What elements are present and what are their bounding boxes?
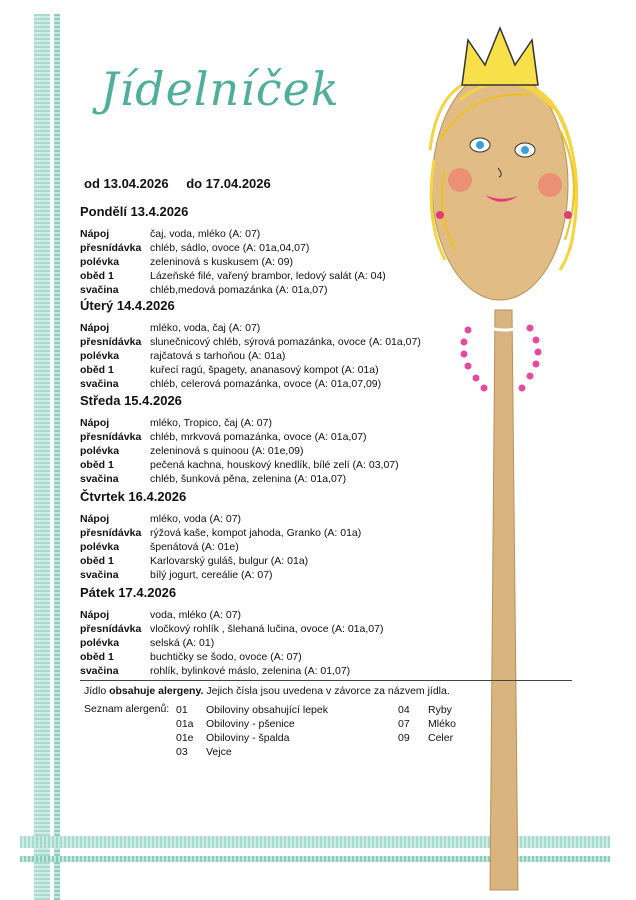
day-title: Pondělí 13.4.2026 [80,204,189,219]
day-title: Úterý 14.4.2026 [80,298,175,313]
menu-row: oběd 1 pečená kachna, houskový knedlík, bílé zelí (A: 03,07) [80,459,399,471]
menu-row: svačina rohlík, bylinkové máslo, zelenina (A: 01,07) [80,665,351,677]
menu-row: polévka špenátová (A: 01e) [80,541,239,553]
menu-row: přesnídávka chléb, mrkvová pomazánka, ovoce (A: 01a,07) [80,431,367,443]
allergen-item: 01e Obiloviny - špalda [176,732,290,744]
divider [80,680,572,681]
menu-row: svačina chléb, celerová pomazánka, ovoce (A: 01a,07,09) [80,378,382,390]
menu-row: Nápoj mléko, voda (A: 07) [80,513,242,525]
menu-row: polévka selská (A: 01) [80,637,215,649]
menu-row: polévka zeleninová s kuskusem (A: 09) [80,256,293,268]
day-friday [80,585,520,678]
day-title: Čtvrtek 16.4.2026 [80,489,187,504]
menu-row: oběd 1 buchtičky se šodo, ovoce (A: 07) [80,651,302,663]
tablecloth-stripe [54,14,60,900]
date-to: do 17.04.2026 [186,176,271,191]
allergen-item: 09 Celer [398,732,454,744]
menu-row: Nápoj čaj, voda, mléko (A: 07) [80,228,261,240]
allergen-item: 01a Obiloviny - pšenice [176,718,295,730]
menu-row: polévka rajčatová s tarhoňou (A: 01a) [80,350,286,362]
page-title: Jídelníček [100,62,340,116]
menu-row: Nápoj mléko, Tropico, čaj (A: 07) [80,417,272,429]
date-range [84,176,285,191]
allergen-item: 01 Obiloviny obsahující lepek [176,704,328,716]
allergen-list-right [398,703,456,745]
menu-row: polévka zeleninová s quinoou (A: 01e,09) [80,445,304,457]
menu-row: oběd 1 Lázeňské filé, vařený brambor, ledový salát (A: 04) [80,270,386,282]
allergen-list-left [176,703,328,759]
day-title: Středa 15.4.2026 [80,393,182,408]
menu-row: svačina bílý jogurt, cereálie (A: 07) [80,569,273,581]
tablecloth-stripe [34,14,50,900]
menu-row: Nápoj mléko, voda, čaj (A: 07) [80,322,261,334]
menu-row: svačina chléb,medová pomazánka (A: 01a,07) [80,284,328,296]
day-title: Pátek 17.4.2026 [80,585,177,600]
day-wednesday [80,393,520,486]
allergen-item: 03 Vejce [176,746,232,758]
day-thursday [80,489,520,582]
menu-row: Nápoj voda, mléko (A: 07) [80,609,242,621]
day-tuesday [80,298,520,391]
allergen-item: 04 Ryby [398,704,452,716]
menu-row: přesnídávka vločkový rohlík , šlehaná lučina, ovoce (A: 01a,07) [80,623,384,635]
menu-row: oběd 1 kuřecí ragú, špagety, ananasový kompot (A: 01a) [80,364,379,376]
allergen-note: Jídlo obsahuje alergeny. Jejich čísla jsou uvedena v závorce za názvem jídla. [84,685,450,697]
menu-row: přesnídávka rýžová kaše, kompot jahoda, Granko (A: 01a) [80,527,362,539]
menu-row: svačina chléb, šunková pěna, zelenina (A: 01a,07) [80,473,347,485]
day-monday [80,204,520,297]
menu-row: přesnídávka slunečnicový chléb, sýrová pomazánka, ovoce (A: 01a,07) [80,336,421,348]
menu-row: přesnídávka chléb, sádlo, ovoce (A: 01a,04,07) [80,242,310,254]
date-from: od 13.04.2026 [84,176,169,191]
allergen-list-title: Seznam alergenů: [84,703,170,715]
crown-icon [462,28,538,85]
menu-row: oběd 1 Karlovarský guláš, bulgur (A: 01a) [80,555,309,567]
allergen-item: 07 Mléko [398,718,457,730]
